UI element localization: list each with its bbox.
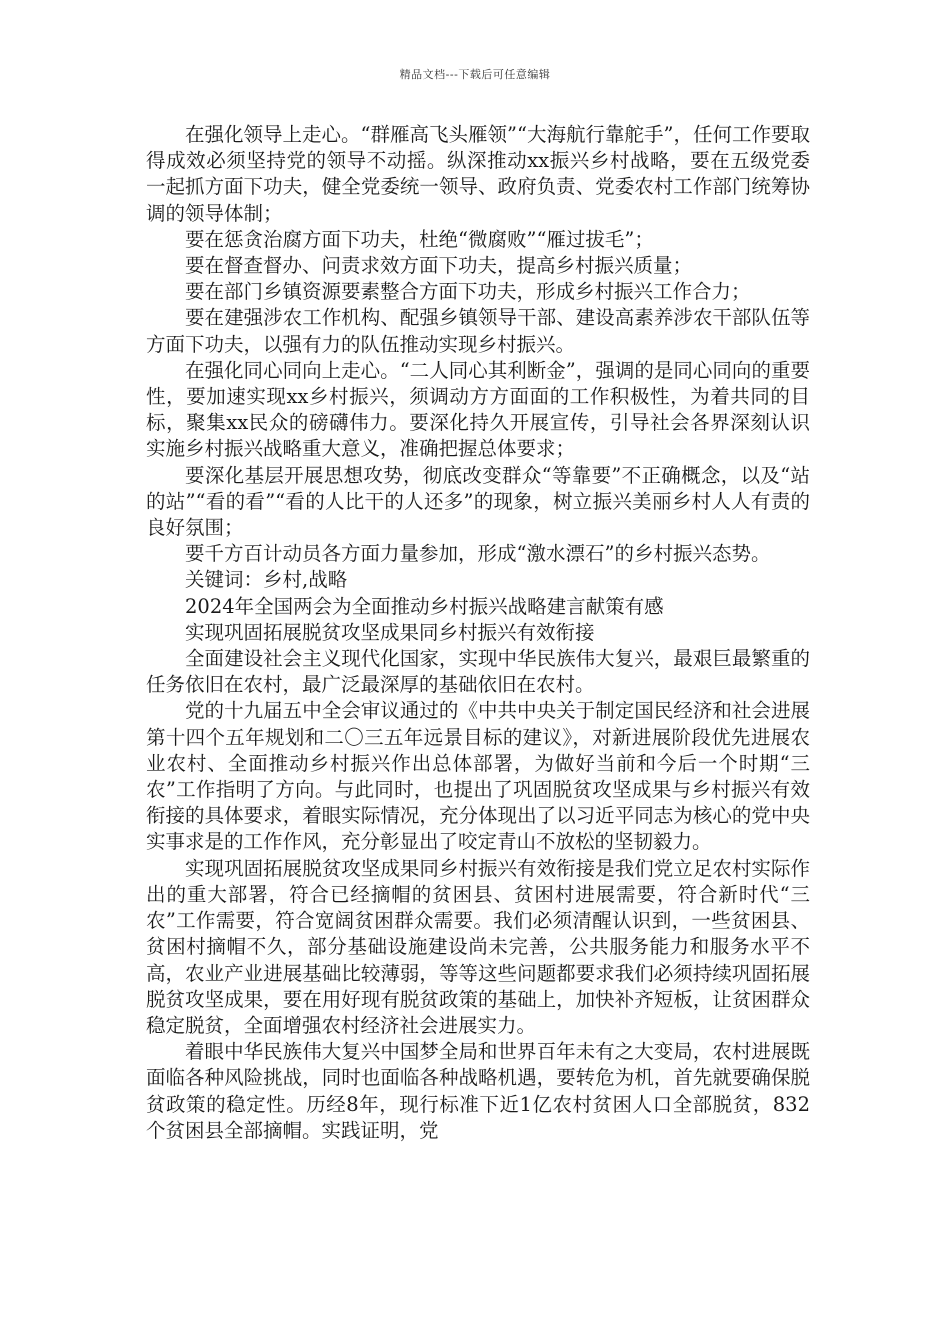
paragraph: 着眼中华民族伟大复兴中国梦全局和世界百年未有之大变局，农村进展既面临各种风险挑战，同时也面临各种战略机遇，要转危为机，首先就要确保脱贫政策的稳定性。历经8年，现行标准下近1亿农村贫困人口全部脱贫，832个贫困县全部摘帽。实践证明，党: [146, 1040, 810, 1142]
article-subtitle: 实现巩固拓展脱贫攻坚成果同乡村振兴有效衔接: [185, 620, 595, 644]
paragraph: 在强化领导上走心。“群雁高飞头雁领”“大海航行靠舵手”，任何工作要取得成效必须坚持党的领导不动摇。纵深推动xx振兴乡村战略，要在五级党委一起抓方面下功夫，健全党委统一领导、政府负责、党委农村工作部门统筹协调的领导体制；: [146, 123, 810, 225]
paragraph: 要深化基层开展思想攻势，彻底改变群众“等靠要”不正确概念，以及“站的站”“看的看”“看的人比干的人还多”的现象，树立振兴美丽乡村人人有责的良好氛围；: [146, 463, 810, 540]
article-title: 2024年全国两会为全面推动乡村振兴战略建言献策有感: [185, 594, 664, 618]
paragraph: 要千方百计动员各方面力量参加，形成“激水漂石”的乡村振兴态势。: [185, 542, 771, 566]
paragraph: 全面建设社会主义现代化国家，实现中华民族伟大复兴，最艰巨最繁重的任务依旧在农村，最广泛最深厚的基础依旧在农村。: [146, 647, 810, 697]
paragraph: 要在惩贪治腐方面下功夫，杜绝“微腐败”“雁过拔毛”；: [185, 227, 654, 251]
paragraph: 在强化同心同向上走心。“二人同心其利断金”，强调的是同心同向的重要性，要加速实现xx乡村振兴，须调动方方面面的工作积极性，为着共同的目标，聚集xx民众的磅礴伟力。要深化持久开展宣传，引导社会各界深刻认识实施乡村振兴战略重大意义，准确把握总体要求；: [146, 358, 810, 461]
page-header: 精品文档---下载后可任意编辑: [399, 68, 551, 81]
document-body: [146, 122, 810, 1144]
paragraph: 要在督查督办、问责求效方面下功夫，提高乡村振兴质量；: [185, 254, 693, 278]
paragraph: 要在建强涉农工作机构、配强乡镇领导干部、建设高素养涉农干部队伍等方面下功夫，以强有力的队伍推动实现乡村振兴。: [146, 306, 810, 356]
paragraph: 党的十九届五中全会审议通过的《中共中央关于制定国民经济和社会进展第十四个五年规划和二〇三五年远景目标的建议》，对新进展阶段优先进展农业农村、全面推动乡村振兴作出总体部署，为做好当前和今后一个时期“三农”工作指明了方向。与此同时，也提出了巩固脱贫攻坚成果与乡村振兴有效衔接的具体要求，着眼实际情况，充分体现出了以习近平同志为核心的党中央实事求是的工作作风，充分彰显出了咬定青山不放松的坚韧毅力。: [146, 699, 810, 854]
paragraph: 要在部门乡镇资源要素整合方面下功夫，形成乡村振兴工作合力；: [185, 280, 751, 304]
paragraph: 实现巩固拓展脱贫攻坚成果同乡村振兴有效衔接是我们党立足农村实际作出的重大部署，符合已经摘帽的贫困县、贫困村进展需要，符合新时代“三农”工作需要，符合宽阔贫困群众需要。我们必须清醒认识到，一些贫困县、贫困村摘帽不久，部分基础设施建设尚未完善，公共服务能力和服务水平不高，农业产业进展基础比较薄弱，等等这些问题都要求我们必须持续巩固拓展脱贫攻坚成果，要在用好现有脱贫政策的基础上，加快补齐短板，让贫困群众稳定脱贫，全面增强农村经济社会进展实力。: [146, 856, 810, 1037]
keywords-line: 关键词：乡村,战略: [185, 568, 348, 592]
